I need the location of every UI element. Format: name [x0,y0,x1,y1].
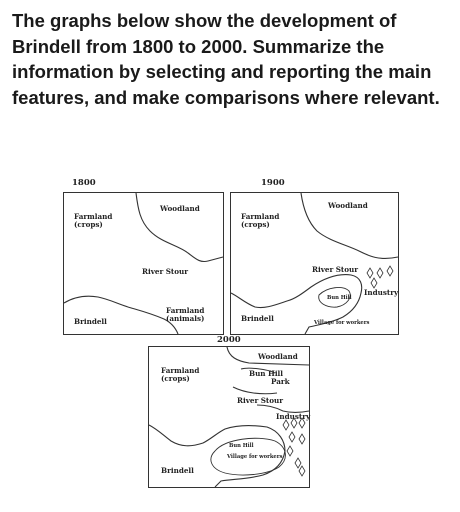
map-2000-industry-buildings [283,418,305,476]
map-2000 [148,346,310,488]
map-1800 [63,192,224,335]
map-2000-river-stour: River Stour [237,396,284,405]
map-1900-woodland: Woodland [328,201,368,210]
map-2000-brindell: Brindell [161,466,194,475]
map-2000-farmland-crops: Farmland (crops) [161,366,200,383]
map-1800-river-stour: River Stour [142,267,189,276]
map-1900-industry: Industry [364,288,399,297]
map-1900-river-stour: River Stour [312,265,359,274]
map-2000-industry: Industry [276,412,311,421]
map-1800-farmland-crops: Farmland (crops) [74,212,113,229]
map-1900-farmland-crops: Farmland (crops) [241,212,280,229]
map-2000-bun-hill-park: Bun Hill Park [249,369,290,386]
map-1900-year: 1900 [261,178,285,188]
map-2000-woodland: Woodland [258,352,298,361]
map-1800-farmland-animals: Farmland (animals) [166,306,205,323]
map-1800-year: 1800 [72,178,96,188]
map-1900-village-for-workers: Village for workers [314,320,370,326]
map-2000-bun-hill: Bun Hill [229,443,254,449]
map-1900-industry-buildings [367,266,393,288]
map-1900-bun-hill: Bun Hill [327,295,352,301]
map-1900-brindell: Brindell [241,314,274,323]
map-1800-woodland: Woodland [160,204,200,213]
question-text: The graphs below show the development of Brindell from 1800 to 2000. Summarize the information by selecting and reporting the main features, and make comparisons where relevant. [12,10,440,108]
map-1800-brindell: Brindell [74,317,107,326]
map-2000-village-for-workers: Village for workers [227,454,283,460]
map-2000-year: 2000 [217,335,241,345]
map-1900 [230,192,399,335]
